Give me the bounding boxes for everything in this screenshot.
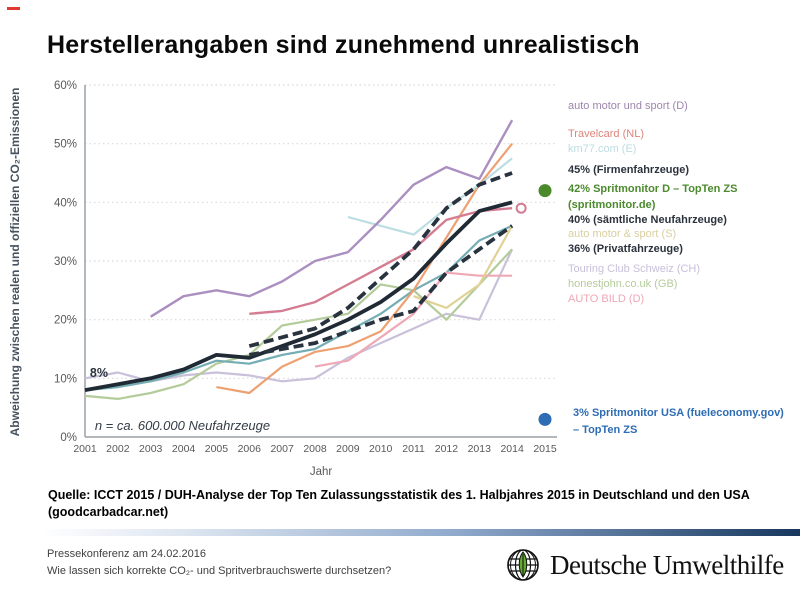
x-axis-title: Jahr [309, 466, 333, 478]
legend-item: AUTO BILD (D) [568, 293, 645, 305]
end-marker-open-circle [517, 204, 526, 213]
x-tick-label: 2013 [467, 443, 491, 455]
legend-item: 3% Spritmonitor USA (fueleconomy.gov) [573, 407, 784, 419]
chart-annotation: 8% [89, 366, 109, 381]
x-tick-label: 2009 [336, 443, 360, 455]
source-text [48, 487, 758, 521]
series-line [85, 249, 512, 381]
legend-item: 42% Spritmonitor D – TopTen ZS [568, 183, 738, 195]
source-line-1: Quelle: ICCT 2015 / DUH-Analyse der Top Ten Zulassungsstatistik des 1. Halbjahres 2015 in Deutschland und den USA [48, 488, 750, 502]
y-tick-label: 40% [53, 197, 77, 210]
x-tick-label: 2005 [204, 443, 229, 455]
legend-item: (spritmonitor.de) [568, 199, 656, 211]
legend-item: Travelcard (NL) [568, 128, 644, 140]
footer-line-1: Pressekonferenz am 24.02.2016 [47, 548, 206, 560]
red-mark [7, 7, 20, 10]
x-tick-label: 2010 [369, 443, 393, 455]
y-tick-label: 20% [53, 314, 77, 327]
x-tick-label: 2006 [237, 443, 261, 455]
duh-logo [506, 548, 784, 582]
legend-item: Touring Club Schweiz (CH) [568, 263, 701, 275]
accent-gradient-bar [40, 529, 800, 536]
co2-divergence-line-chart [40, 78, 580, 480]
globe-leaf-icon [506, 548, 540, 582]
legend-item: auto motor & sport (S) [568, 228, 677, 240]
legend-item: auto motor und sport (D) [568, 100, 688, 112]
legend-item: 36% (Privatfahrzeuge) [568, 243, 683, 255]
source-line-2: (goodcarbadcar.net) [48, 504, 169, 519]
legend-item: km77.com (E) [568, 143, 637, 155]
footer-line-2: Wie lassen sich korrekte CO₂- und Spritverbrauchswerte durchsetzen? [47, 564, 392, 577]
legend-item: honestjohn.co.uk (GB) [568, 278, 678, 290]
legend-item: – TopTen ZS [573, 424, 638, 436]
x-tick-label: 2003 [139, 443, 163, 455]
x-tick-label: 2014 [500, 443, 524, 455]
x-tick-label: 2002 [106, 443, 130, 455]
x-tick-label: 2008 [303, 443, 327, 455]
y-axis-label: Abweichung zwischen realen und offiziellen CO₂-Emissionen [8, 87, 22, 437]
legend-item: 45% (Firmenfahrzeuge) [568, 164, 690, 176]
legend-item: 40% (sämtliche Neufahrzeuge) [568, 214, 727, 226]
y-tick-label: 60% [53, 80, 77, 92]
highlight-dot [539, 413, 552, 426]
x-tick-label: 2004 [171, 443, 196, 455]
y-tick-label: 50% [53, 138, 77, 151]
y-tick-label: 0% [60, 432, 77, 444]
x-tick-label: 2007 [270, 443, 294, 455]
page-title: Herstellerangaben sind zunehmend unrealistisch [47, 31, 640, 59]
series-line [348, 158, 512, 234]
y-tick-label: 10% [53, 373, 77, 386]
footer-text [47, 546, 391, 579]
highlight-dot [539, 184, 552, 197]
y-tick-label: 30% [53, 256, 77, 268]
x-tick-label: 2011 [402, 443, 425, 455]
chart-annotation: n = ca. 600.000 Neufahrzeuge [94, 417, 271, 433]
logo-text: Deutsche Umwelthilfe [550, 549, 784, 580]
series-line [85, 202, 512, 390]
x-tick-label: 2012 [434, 443, 459, 455]
x-tick-label: 2015 [533, 443, 557, 455]
x-tick-label: 2001 [73, 443, 97, 455]
